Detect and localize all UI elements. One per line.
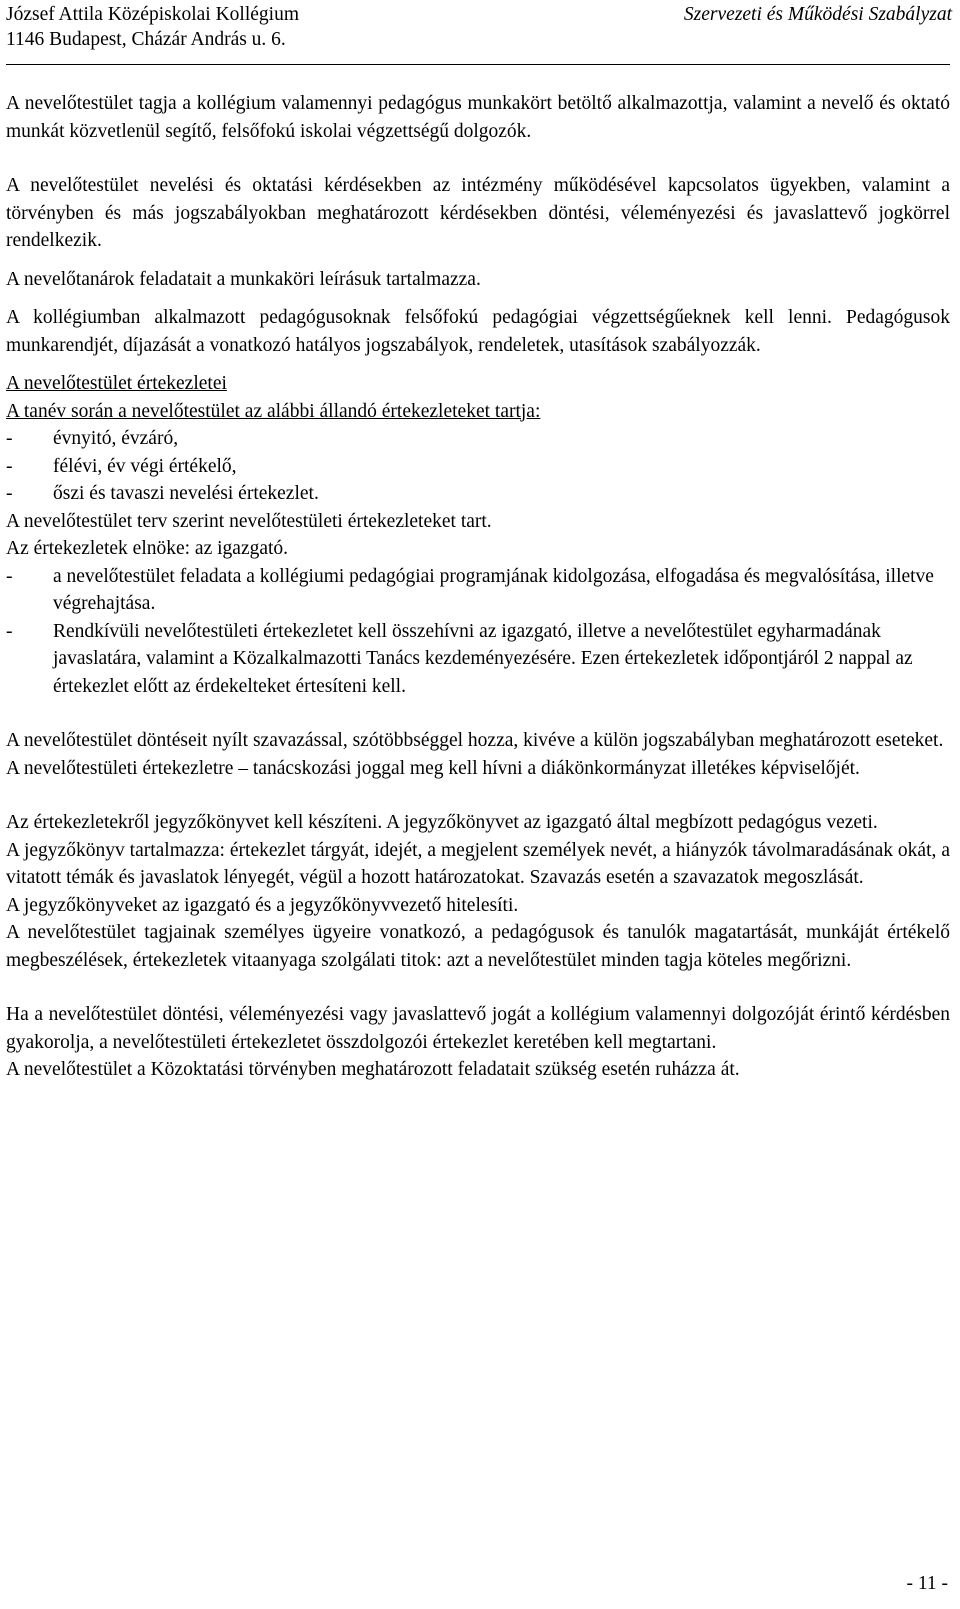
list-item: - félévi, év végi értékelő, <box>6 455 237 477</box>
list-item: - évnyitó, évzáró, <box>6 428 179 449</box>
paragraph-voting: A nevelőtestület döntéseit nyílt szavazással, szótöbbséggel hozza, kivéve a külön jogszabályban meghatározott eseteket. <box>6 730 944 751</box>
paragraph-authentication: A jegyzőkönyveket az igazgató és a jegyzőkönyvvezető hitelesíti. <box>6 894 519 916</box>
paragraph-qualifications: A kollégiumban alkalmazott pedagógusoknak felsőfokú pedagógiai végzettségűeknek kell lenni. Pedagógusok munkarendjét, díjazását a vonatkozó hatályos jogszabályok, rendeletek, utasítások szabályozzák. <box>6 307 950 356</box>
page-header <box>6 2 952 52</box>
paragraph-student-council: A nevelőtestületi értekezletre – tanácskozási joggal meg kell hívni a diákönkormányzat illetékes képviselőjét. <box>6 757 860 779</box>
school-name: József Attila Középiskolai Kollégium <box>6 4 299 25</box>
paragraph-minutes: Az értekezletekről jegyzőkönyvet kell készíteni. A jegyzőkönyvet az igazgató által megbízott pedagógus vezeti. <box>6 812 878 833</box>
paragraph-all-staff: Ha a nevelőtestület döntési, véleményezési vagy javaslattevő jogát a kollégium valamennyi dolgozóját érintő kérdésben gyakorolja, a nevelőtestületi értekezletet összdolgozói értekezlet keretében kell megtartani. <box>6 1004 950 1053</box>
paragraph-confidentiality: A nevelőtestület tagjainak személyes ügyeire vonatkozó, a pedagógusok és tanulók magatartását, munkáját értékelő megbeszélések, értekezletek vitaanyaga szolgálati titok: azt a nevelőtestület minden tagja köteles megőrizni. <box>6 922 950 971</box>
paragraph-delegation: A nevelőtestület a Közoktatási törvényben meghatározott feladatait szükség esetén ruházza át. <box>6 1059 740 1080</box>
paragraph-membership: A nevelőtestület tagja a kollégium valamennyi pedagógus munkakört betöltő alkalmazottja, valamint a nevelő és oktató munkát közvetlenül segítő, felsőfokú iskolai végzettségű dolgozók. <box>6 93 950 142</box>
list-item: - a nevelőtestület feladata a kollégiumi pedagógiai programjának kidolgozása, elfogadása és megvalósítása, illetve végrehajtása. <box>6 565 934 614</box>
paragraph-authority: A nevelőtestület nevelési és oktatási kérdésekben az intézmény működésével kapcsolatos ügyekben, valamint a törvényben és más jogszabályokban meghatározott kérdésekben döntési, véleményezési és javaslattevő jogkörrel rendelkezik. <box>6 175 950 251</box>
section-heading: A nevelőtestület értekezletei <box>6 373 227 394</box>
paragraph-plan: A nevelőtestület terv szerint nevelőtestületi értekezleteket tart. <box>6 510 492 532</box>
list-item: - őszi és tavaszi nevelési értekezlet. <box>6 483 319 504</box>
document-title: Szervezeti és Működési Szabályzat <box>683 4 952 25</box>
paragraph-chair: Az értekezletek elnöke: az igazgató. <box>6 538 289 559</box>
section-intro: A tanév során a nevelőtestület az alábbi állandó értekezleteket tartja: <box>6 400 541 422</box>
paragraph-duties: A nevelőtanárok feladatait a munkaköri leírásuk tartalmazza. <box>6 268 481 290</box>
page-number: - 11 - <box>906 1573 948 1594</box>
paragraph-minutes-content: A jegyzőkönyv tartalmazza: értekezlet tárgyát, idejét, a megjelent személyek nevét, a hiányzók távolmaradásának okát, a vitatott témák és javaslatok lényegét, végül a hozott határozatokat. Szavazás esetén a szavazatok megoszlását. <box>6 839 950 888</box>
header-rule <box>6 64 950 65</box>
school-address: 1146 Budapest, Cházár András u. 6. <box>6 29 286 50</box>
list-item: - Rendkívüli nevelőtestületi értekezletet kell összehívni az igazgató, illetve a nevelőtestület egyharmadának javaslatára, valamint a Közalkalmazotti Tanács kezdeményezésére. Ezen értekezletek időpontjáról 2 nappal az értekezlet előtt az érdekelteket értesíteni kell. <box>6 620 913 697</box>
document-body <box>6 90 950 1084</box>
